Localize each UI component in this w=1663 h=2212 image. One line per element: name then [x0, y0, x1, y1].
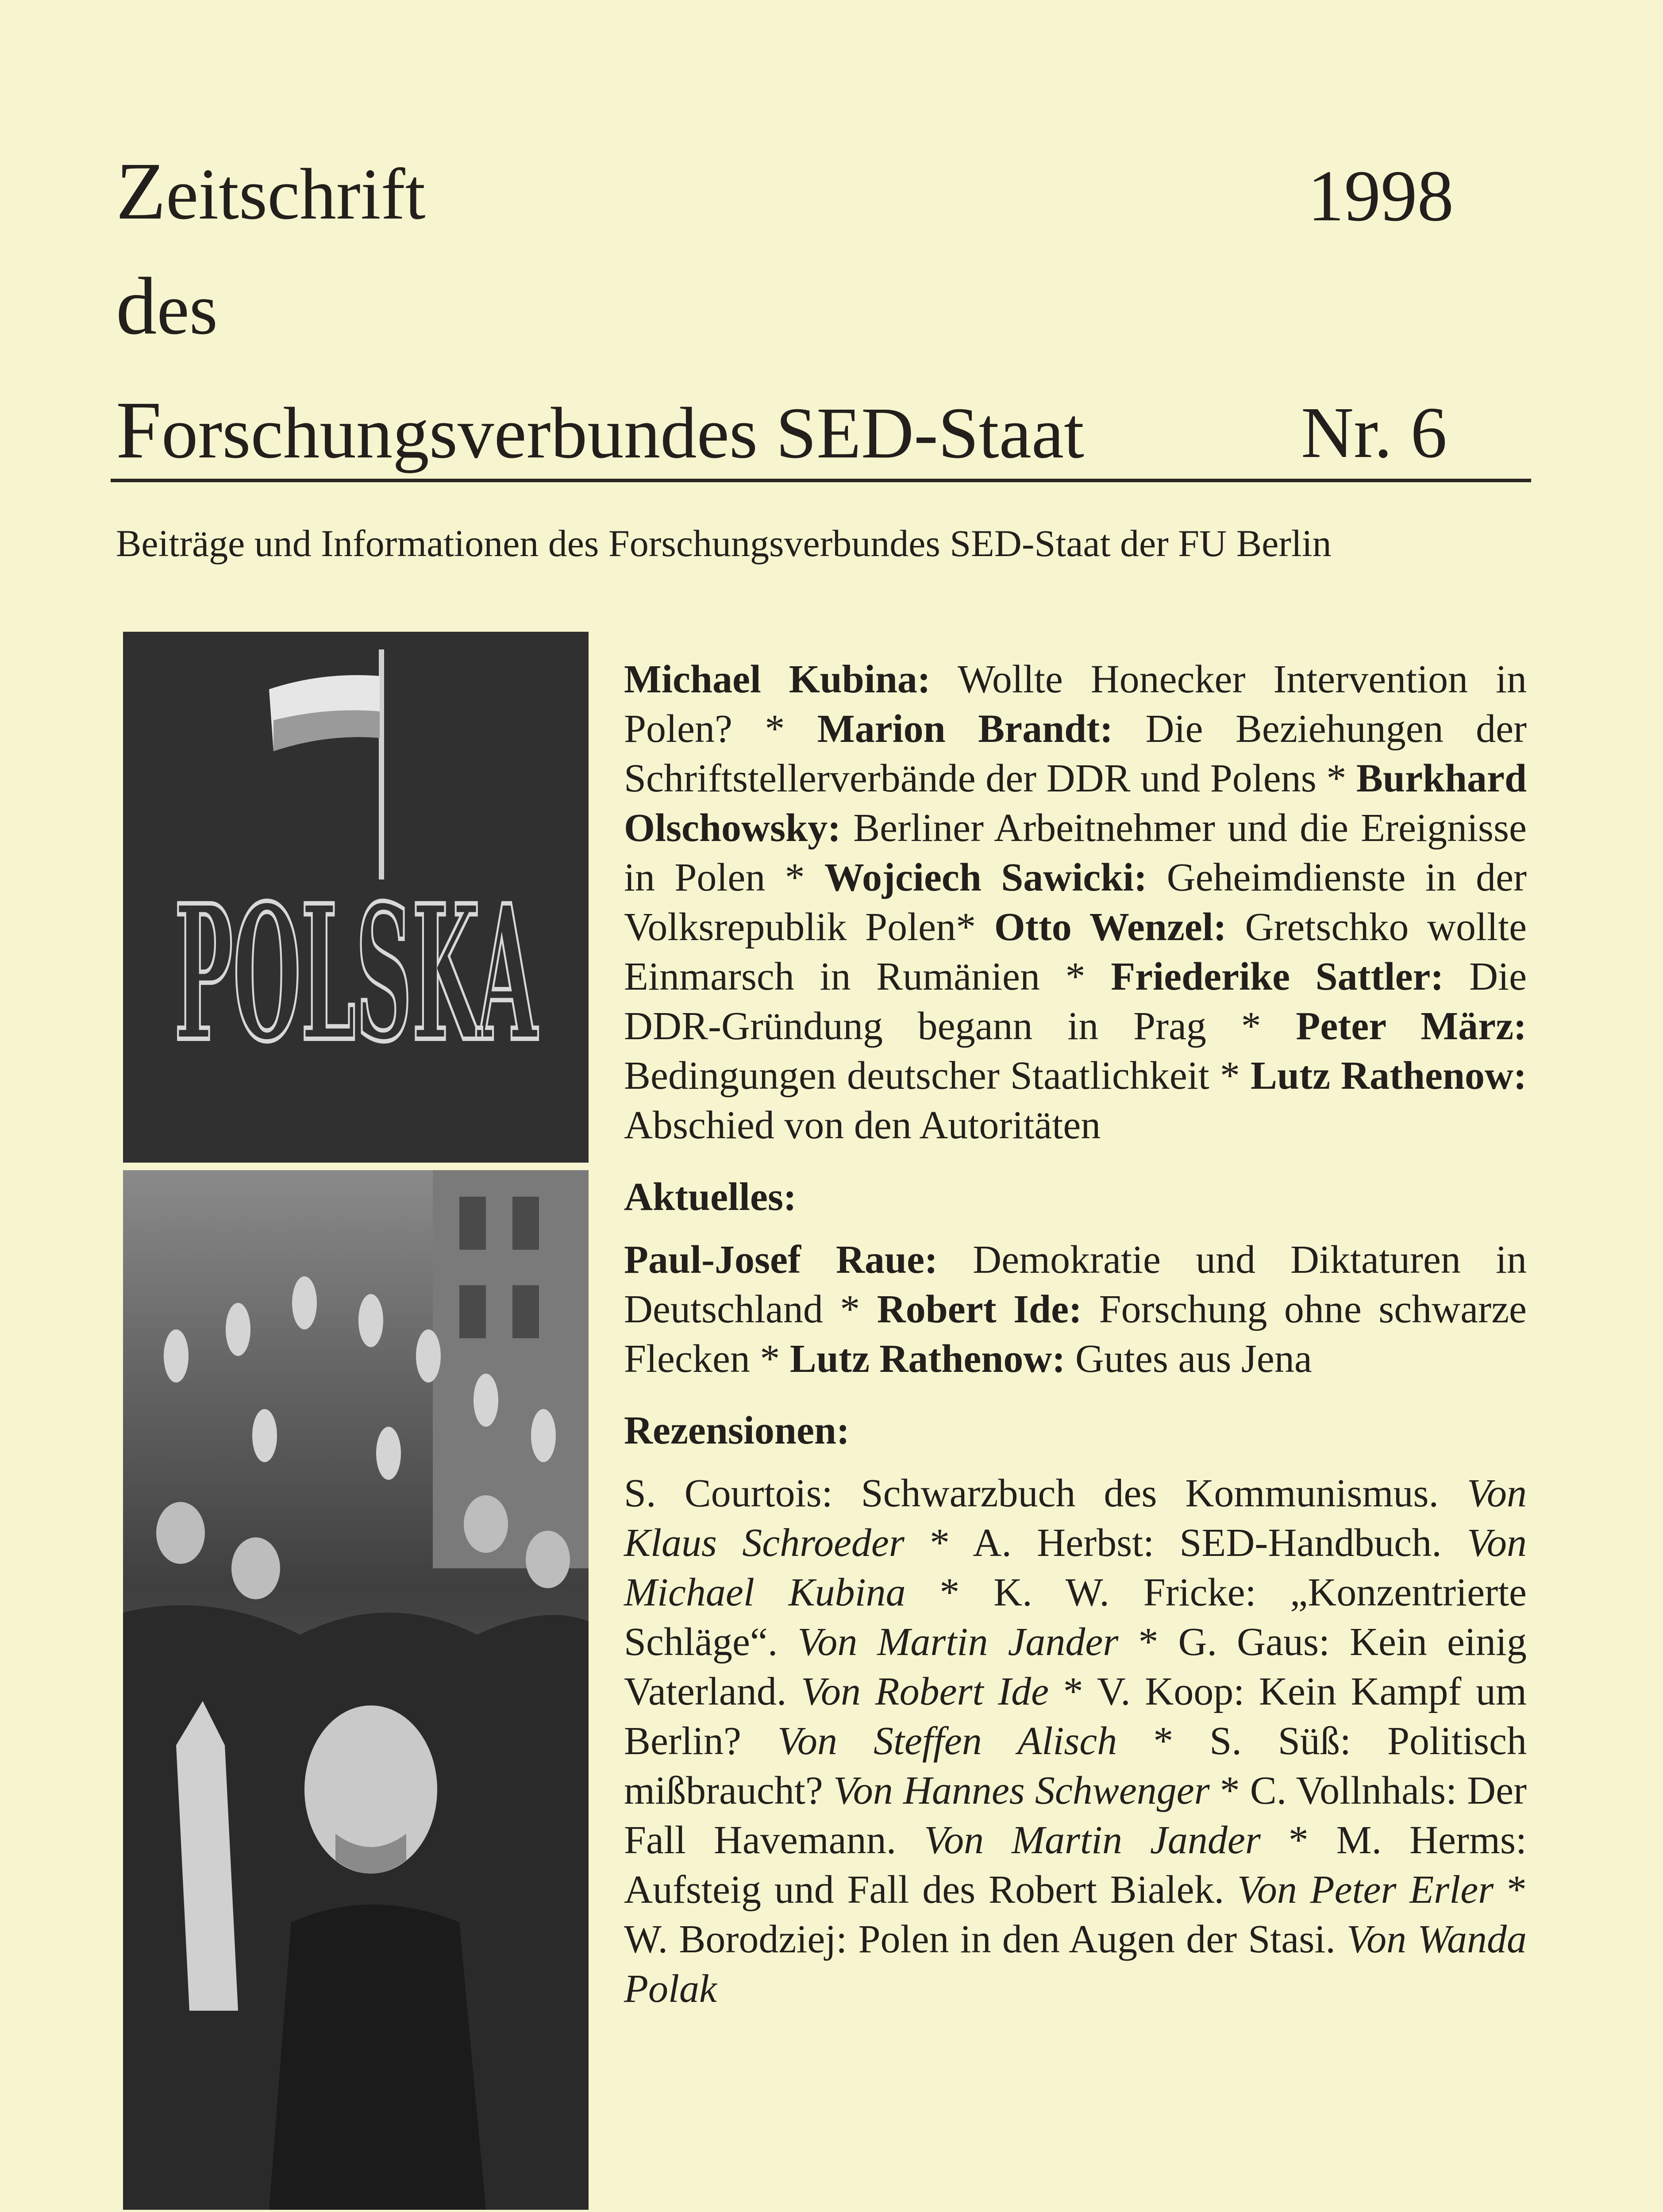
review-reviewer: Von Michael Kubina — [624, 1521, 1527, 1614]
aktuelles-title: Gutes aus Jena — [1075, 1337, 1312, 1381]
article-title: Abschied von den Autoritäten — [624, 1103, 1101, 1147]
review-reviewer: Von Peter Erler — [1237, 1868, 1494, 1912]
review-reviewer: Von Klaus Schroeder — [624, 1471, 1527, 1565]
article-title: Die DDR-Gründung begann in Prag — [624, 955, 1527, 1048]
review-reviewer: Von Martin Jander — [797, 1620, 1119, 1664]
photo-crowd — [123, 1170, 589, 2210]
article-author: Michael Kubina: — [624, 657, 931, 701]
review-reviewer: Von Hannes Schwenger — [833, 1769, 1210, 1813]
aktuelles-paragraph: Paul-Josef Raue: Demokratie und Diktaturen in Deutschland * Robert Ide: Forschung ohne schwarze Flecken * Lutz Rathenow: Gutes aus Jena — [624, 1238, 1527, 1381]
masthead-year: 1998 — [1308, 155, 1454, 236]
subtitle: Beiträge und Informationen des Forschungsverbundes SED-Staat der FU Berlin — [116, 522, 1332, 565]
article-author: Burkhard Olschowsky: — [624, 757, 1527, 850]
review-reviewer: Von Steffen Alisch — [777, 1719, 1117, 1763]
review-book: S. Courtois: Schwarzbuch des Kommunismus. — [624, 1471, 1439, 1515]
article-author: Wojciech Sawicki: — [824, 856, 1147, 899]
rezensionen-paragraph: S. Courtois: Schwarzbuch des Kommunismus. Von Klaus Schroeder * A. Herbst: SED-Handbuch. Von Michael Kubina * K. W. Fricke: „Konzentrierte Schläge“. Von Martin Jander * G. Gaus: Kein einig Vaterland. Von Robert Ide * V. Koop: Kein Kampf um Berlin? Von Steffen Alisch * S. Süß: Politisch mißbraucht? Von Hannes Schwenger * C. Vollnhals: Der Fall Havemann. Von Martin Jander * M. Herms: Aufsteig und Fall des Robert Bialek. Von Peter Erler * W. Borodziej: Polen in den Augen der Stasi. Von Wanda Polak — [624, 1471, 1527, 2011]
review-book: K. W. Fricke: „Konzentrierte Schläge“. — [624, 1571, 1527, 1664]
article-author: Peter März: — [1296, 1004, 1527, 1048]
masthead-rule — [111, 479, 1531, 482]
review-book: V. Koop: Kein Kampf um Berlin? — [624, 1670, 1527, 1763]
aktuelles-heading: Aktuelles: — [624, 1175, 797, 1219]
review-book: A. Herbst: SED-Handbuch. — [973, 1521, 1442, 1565]
article-title: Geheimdienste in der Volksrepublik Polen* — [624, 856, 1527, 949]
aktuelles-author: Robert Ide: — [877, 1287, 1082, 1331]
masthead-issue: Nr. 6 — [1301, 392, 1447, 473]
article-author: Friederike Sattler: — [1111, 955, 1444, 998]
photo-polska-banner — [123, 632, 589, 1163]
article-author: Marion Brandt: — [817, 707, 1113, 751]
article-author: Lutz Rathenow: — [1250, 1054, 1527, 1098]
masthead-line-3: Forschungsverbundes SED-Staat — [116, 385, 1084, 476]
masthead-line-2: des — [116, 261, 218, 352]
masthead-line-1: Zeitschrift — [116, 146, 426, 237]
review-reviewer: Von Robert Ide — [801, 1670, 1049, 1713]
article-title: Gretschko wollte Einmarsch in Rumänien — [624, 905, 1527, 998]
banner-photo-illustration — [123, 632, 589, 1163]
aktuelles-author: Lutz Rathenow: — [789, 1337, 1066, 1381]
review-reviewer: Von Wanda Polak — [624, 1917, 1527, 2011]
review-reviewer: Von Martin Jander — [924, 1818, 1261, 1862]
article-title: Die Beziehungen der Schriftstellerverbände der DDR und Polens — [624, 707, 1527, 800]
article-title: Bedingungen deutscher Staatlichkeit — [624, 1054, 1209, 1098]
banner-text: POLSKA — [174, 865, 539, 1083]
aktuelles-author: Paul-Josef Raue: — [624, 1238, 938, 1282]
review-book: G. Gaus: Kein einig Vaterland. — [624, 1620, 1527, 1713]
crowd-photo-illustration — [123, 1170, 589, 2210]
review-book: W. Borodziej: Polen in den Augen der Stasi. — [624, 1917, 1336, 1961]
review-book: M. Herms: Aufsteig und Fall des Robert Bialek. — [624, 1818, 1527, 1912]
article-author: Otto Wenzel: — [994, 905, 1227, 949]
contents-column — [624, 655, 1527, 2027]
review-book: C. Vollnhals: Der Fall Havemann. — [624, 1769, 1527, 1862]
articles-paragraph: Michael Kubina: Wollte Honecker Intervention in Polen? * Marion Brandt: Die Beziehungen der Schriftstellerverbände der DDR und Polens * Burkhard Olschowsky: Berliner Arbeitnehmer und die Ereignisse in Polen * Wojciech Sawicki: Geheimdienste in der Volksrepublik Polen* Otto Wenzel: Gretschko wollte Einmarsch in Rumänien * Friederike Sattler: Die DDR-Gründung begann in Prag * Peter März: Bedingungen deutscher Staatlichkeit * Lutz Rathenow: Abschied von den Autoritäten — [624, 657, 1527, 1147]
aktuelles-title: Forschung ohne schwarze Flecken — [624, 1287, 1527, 1381]
review-book: S. Süß: Politisch mißbraucht? — [624, 1719, 1527, 1813]
aktuelles-title: Demokratie und Diktaturen in Deutschland — [624, 1238, 1527, 1331]
article-title: Berliner Arbeitnehmer und die Ereignisse in Polen — [624, 806, 1527, 899]
rezensionen-heading: Rezensionen: — [624, 1409, 850, 1452]
article-title: Wollte Honecker Intervention in Polen? — [624, 657, 1527, 751]
